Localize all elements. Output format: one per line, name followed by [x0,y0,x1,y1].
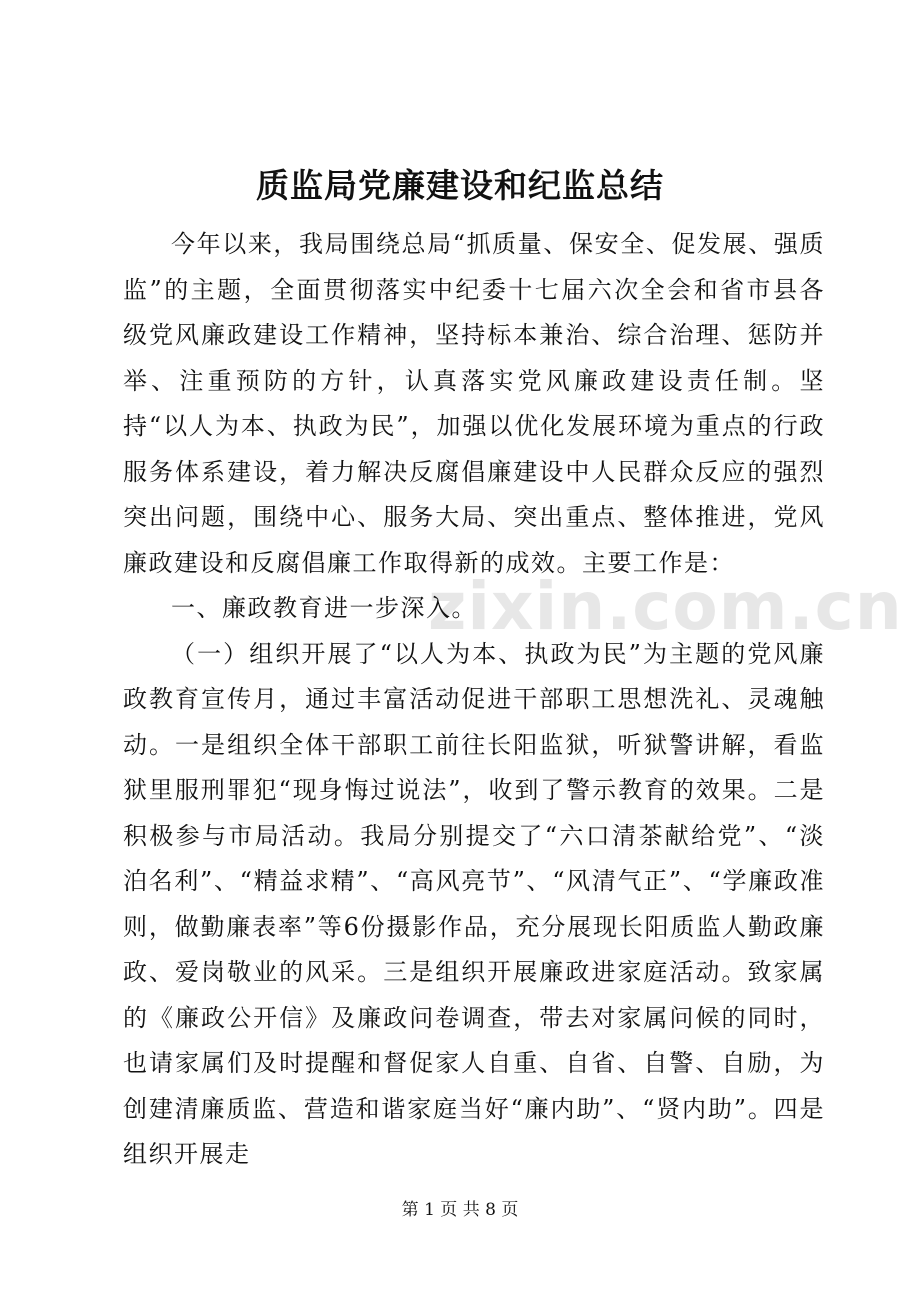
body-paragraph-intro: 今年以来，我局围绕总局“抓质量、保安全、促发展、强质监”的主题，全面贯彻落实中纪委十七届六次全会和省市县各级党风廉政建设工作精神，坚持标本兼治、综合治理、惩防并举、注重预防的方针，认真落实党风廉政建设责任制。坚持“以人为本、执政为民”，加强以优化发展环境为重点的行政服务体系建设，着力解决反腐倡廉建设中人民群众反应的强烈突出问题，围绕中心、服务大局、突出重点、整体推进，党风廉政建设和反腐倡廉工作取得新的成效。主要工作是： [123,230,825,577]
document-body [123,222,825,1178]
page-footer: 第 1 页 共 8 页 [401,1200,519,1220]
watermark: zixin.com.cn [428,568,903,645]
body-paragraph-1-1: （一）组织开展了“以人为本、执政为民”为主题的党风廉政教育宣传月，通过丰富活动促进干部职工思想洗礼、灵魂触动。一是组织全体干部职工前往长阳监狱，听狱警讲解，看监狱里服刑罪犯“现身悔过说法”，收到了警示教育的效果。二是积极参与市局活动。我局分别提交了“六口清茶献给党”、“淡泊名利”、“精益求精”、“高风亮节”、“风清气正”、“学廉政准则，做勤廉表率”等6份摄影作品，充分展现长阳质监人勤政廉政、爱岗敬业的风采。三是组织开展廉政进家庭活动。致家属的《廉政公开信》及廉政问卷调查，带去对家属问候的同时，也请家属们及时提醒和督促家人自重、自省、自警、自励，为创建清廉质监、营造和谐家庭当好“廉内助”、“贤内助”。四是组织开展走 [123,639,825,1168]
section-heading-1: 一、廉政教育进一步深入。 [171,594,477,622]
document-title: 质监局党廉建设和纪监总结 [256,166,664,205]
